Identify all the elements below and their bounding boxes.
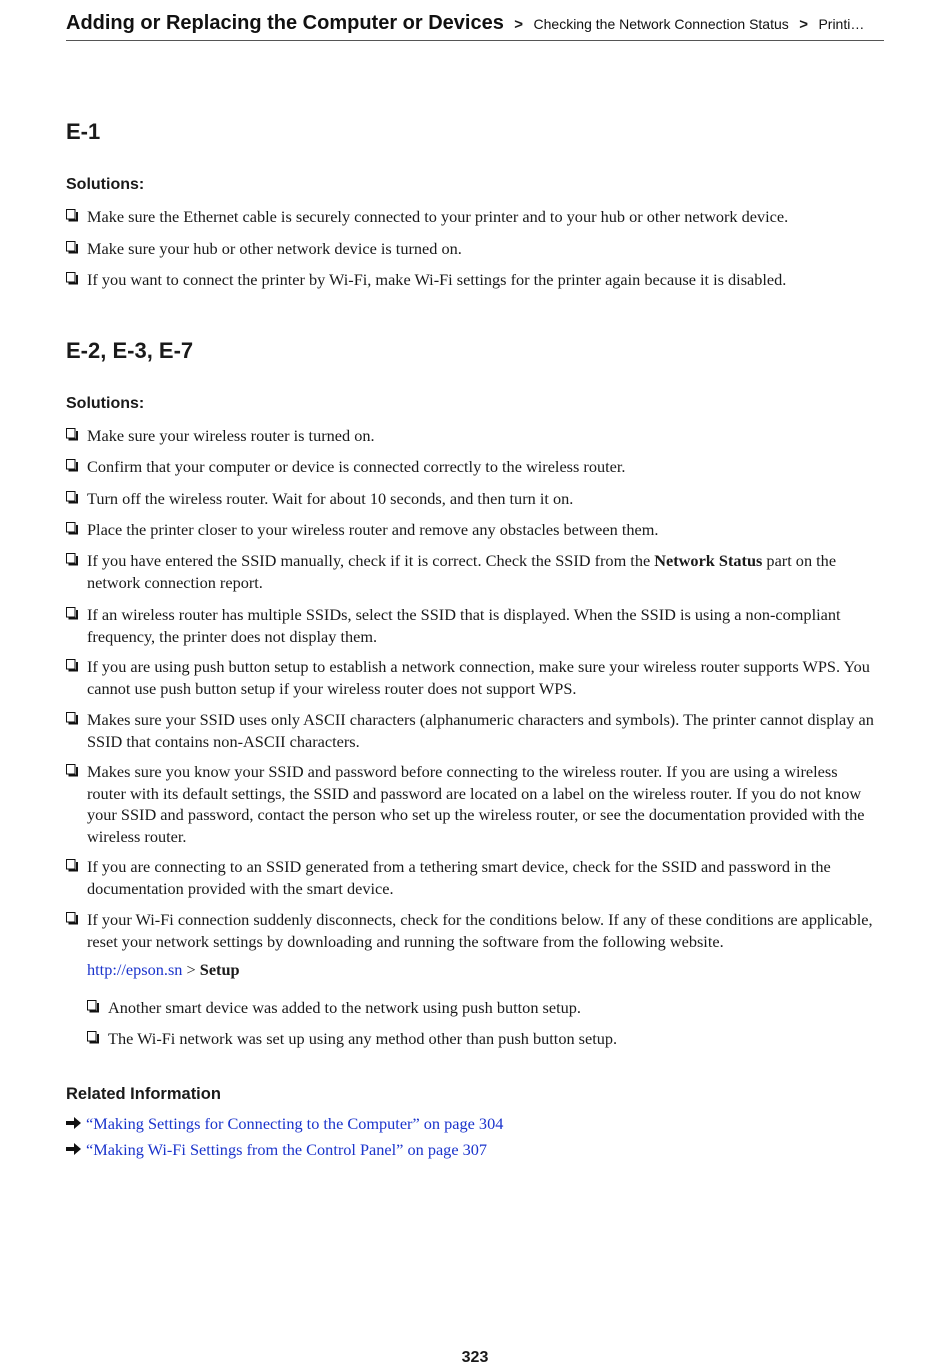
arrow-right-icon bbox=[66, 1113, 82, 1125]
solution-item bbox=[66, 519, 876, 541]
solution-text: Make sure your hub or other network device is turned on. bbox=[87, 239, 462, 258]
condition-text: The Wi-Fi network was set up using any method other than push button setup. bbox=[108, 1029, 618, 1048]
related-link[interactable]: “Making Wi-Fi Settings from the Control Panel” on page 307 bbox=[86, 1140, 488, 1159]
solution-item bbox=[66, 856, 876, 899]
breadcrumb-item[interactable]: Printi… bbox=[818, 16, 865, 32]
solution-item bbox=[66, 709, 876, 752]
checkbox-bullet-icon bbox=[66, 859, 78, 872]
arrow-right-icon bbox=[66, 1139, 82, 1151]
solution-item bbox=[66, 488, 876, 510]
solution-text: Confirm that your computer or device is connected correctly to the wireless router. bbox=[87, 457, 626, 476]
section-title: E-2, E-3, E-7 bbox=[66, 338, 194, 363]
header-title: Adding or Replacing the Computer or Devices bbox=[66, 12, 504, 34]
related-link-item bbox=[66, 1139, 487, 1160]
solution-text: If you are using push button setup to establish a network connection, make sure your wireless router supports WPS. You cannot use push button setup if your wireless router does not support WPS. bbox=[87, 657, 870, 698]
solution-item bbox=[66, 425, 876, 447]
solution-text-part: part on the network connection report. bbox=[87, 551, 837, 592]
solution-item bbox=[66, 909, 876, 952]
setup-label: Setup bbox=[199, 960, 240, 979]
solution-item bbox=[66, 456, 876, 478]
checkbox-bullet-icon bbox=[87, 1000, 99, 1013]
checkbox-bullet-icon bbox=[66, 712, 78, 725]
solutions-label: Solutions: bbox=[66, 176, 145, 193]
solution-text: Makes sure your SSID uses only ASCII characters (alphanumeric characters and symbols). The printer cannot display an SSID that contains non-ASCII characters. bbox=[87, 710, 874, 751]
breadcrumb-separator: > bbox=[514, 16, 524, 33]
checkbox-bullet-icon bbox=[66, 912, 78, 925]
solution-text: If you want to connect the printer by Wi-Fi, make Wi-Fi settings for the printer again because it is disabled. bbox=[87, 270, 787, 289]
solution-text: Make sure the Ethernet cable is securely connected to your printer and to your hub or other network device. bbox=[87, 207, 789, 226]
condition-item bbox=[87, 1028, 877, 1050]
page-number: 323 bbox=[461, 1349, 489, 1366]
solution-item bbox=[66, 238, 876, 260]
solution-text-part: If you have entered the SSID manually, check if it is correct. Check the SSID from the bbox=[87, 551, 655, 570]
checkbox-bullet-icon bbox=[66, 491, 78, 504]
related-info-title: Related Information bbox=[66, 1085, 221, 1103]
checkbox-bullet-icon bbox=[87, 1031, 99, 1044]
solution-text: Make sure your wireless router is turned on. bbox=[87, 426, 375, 445]
related-link-item bbox=[66, 1113, 503, 1134]
solution-text: Place the printer closer to your wireless router and remove any obstacles between them. bbox=[87, 520, 659, 539]
solution-text bbox=[87, 550, 876, 593]
checkbox-bullet-icon bbox=[66, 428, 78, 441]
website-separator: > bbox=[182, 960, 200, 979]
checkbox-bullet-icon bbox=[66, 272, 78, 285]
solutions-label: Solutions: bbox=[66, 395, 145, 412]
checkbox-bullet-icon bbox=[66, 553, 78, 566]
epson-website-link[interactable]: http://epson.sn bbox=[87, 960, 183, 979]
checkbox-bullet-icon bbox=[66, 659, 78, 672]
website-line bbox=[87, 959, 240, 981]
solution-item bbox=[66, 550, 876, 593]
solution-text: If you are connecting to an SSID generated from a tethering smart device, check for the SSID and password in the documentation provided with the smart device. bbox=[87, 857, 831, 898]
related-link[interactable]: “Making Settings for Connecting to the Computer” on page 304 bbox=[86, 1114, 504, 1133]
checkbox-bullet-icon bbox=[66, 764, 78, 777]
breadcrumb-item[interactable]: Checking the Network Connection Status bbox=[533, 16, 789, 32]
section-title: E-1 bbox=[66, 119, 101, 144]
solution-text: Turn off the wireless router. Wait for about 10 seconds, and then turn it on. bbox=[87, 489, 574, 508]
solution-item bbox=[66, 604, 876, 647]
solution-item bbox=[66, 761, 876, 847]
solution-text: If an wireless router has multiple SSIDs, select the SSID that is displayed. When the SSID is using a non-compliant frequency, the printer does not display them. bbox=[87, 605, 841, 646]
checkbox-bullet-icon bbox=[66, 607, 78, 620]
breadcrumb-separator: > bbox=[799, 16, 808, 33]
solution-text: If your Wi-Fi connection suddenly disconnects, check for the conditions below. If any of these conditions are applicable, reset your network settings by downloading and running the software from the following website. bbox=[87, 910, 873, 951]
condition-text: Another smart device was added to the network using push button setup. bbox=[108, 998, 581, 1017]
solution-item bbox=[66, 656, 876, 699]
condition-item bbox=[87, 997, 877, 1019]
network-status-term: Network Status bbox=[654, 551, 763, 570]
checkbox-bullet-icon bbox=[66, 209, 78, 222]
solution-text: Makes sure you know your SSID and password before connecting to the wireless router. If you are using a wireless router with its default settings, the SSID and password are located on a label on the wireless router. If you do not know your SSID and password, contact the person who set up the wireless router, or see the documentation provided with the wireless router. bbox=[87, 762, 865, 846]
checkbox-bullet-icon bbox=[66, 459, 78, 472]
checkbox-bullet-icon bbox=[66, 241, 78, 254]
solution-item bbox=[66, 269, 876, 291]
solution-item bbox=[66, 206, 876, 228]
page-header bbox=[66, 12, 884, 41]
checkbox-bullet-icon bbox=[66, 522, 78, 535]
